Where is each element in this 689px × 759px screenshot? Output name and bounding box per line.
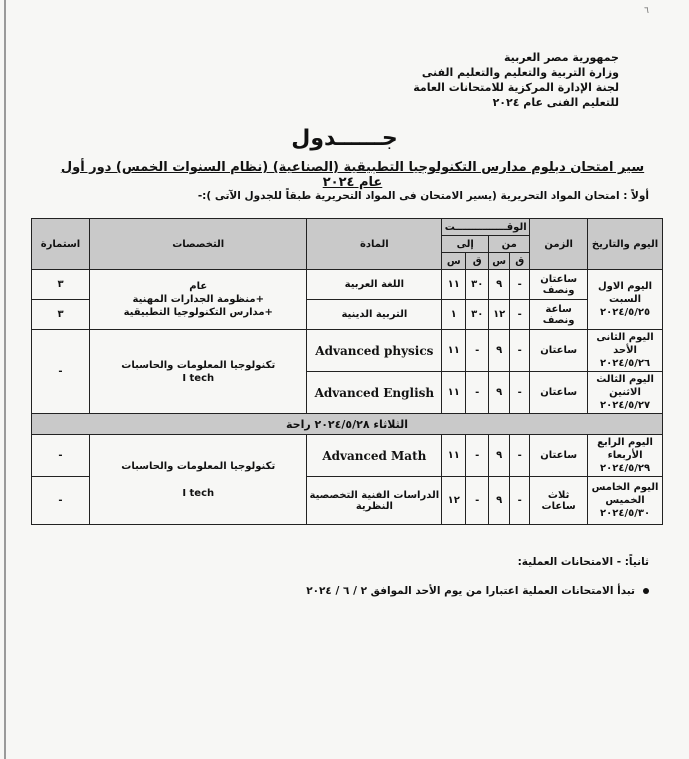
day-cell: اليوم الخامس الخميس ٢٠٢٤/٥/٣٠	[588, 477, 663, 525]
specializations-cell: تكنولوجيا المعلومات والحاسبات I tech	[90, 435, 307, 525]
header-day-date: اليوم والتاريخ	[588, 219, 663, 270]
header-form: استمارة	[32, 219, 90, 270]
from-s-cell: ٩	[489, 477, 510, 525]
bullet-icon	[643, 588, 649, 594]
to-s-cell: ١١	[442, 435, 466, 477]
from-q-cell: -	[510, 270, 530, 300]
section2-heading: ثانياً: - الامتحانات العملية:	[517, 556, 649, 568]
practical-exam-text: تبدأ الامتحانات العملية اعتبارا من يوم الأحد الموافق ٢ / ٦ / ٢٠٢٤	[306, 585, 635, 597]
form-cell: -	[32, 477, 90, 525]
to-s-cell: ١٢	[442, 477, 466, 525]
rest-day-text: الثلاثاء ٢٠٢٤/٥/٢٨ راحة	[32, 414, 663, 435]
header-from-q: ق	[510, 253, 530, 270]
to-s-cell: ١١	[442, 372, 466, 414]
from-q-cell: -	[510, 330, 530, 372]
header-to-s: س	[442, 253, 466, 270]
from-s-cell: ١٢	[489, 300, 510, 330]
to-s-cell: ١١	[442, 270, 466, 300]
header-duration: الزمن	[530, 219, 588, 270]
form-cell: -	[32, 330, 90, 414]
day-cell: اليوم الثانى الأحد ٢٠٢٤/٥/٢٦	[588, 330, 663, 372]
subject-cell: اللغة العربية	[307, 270, 442, 300]
document-title: جــــــدول	[291, 126, 398, 151]
header-time: الوقـــــــــــــــت	[442, 219, 530, 236]
rest-day-row	[32, 414, 663, 435]
form-cell: ٣	[32, 300, 90, 330]
to-q-cell: -	[466, 330, 489, 372]
table-row	[32, 435, 663, 477]
duration-cell: ثلاث ساعات	[530, 477, 588, 525]
to-q-cell: ٣٠	[466, 300, 489, 330]
header-line-3: لجنة الإدارة المركزية للامتحانات العامة	[413, 81, 619, 94]
practical-exam-note	[306, 585, 649, 597]
subject-cell: Advanced physics	[307, 330, 442, 372]
to-s-cell: ١	[442, 300, 466, 330]
to-q-cell: -	[466, 372, 489, 414]
from-q-cell: -	[510, 300, 530, 330]
exam-schedule-table	[31, 218, 663, 525]
duration-cell: ساعة ونصف	[530, 300, 588, 330]
from-q-cell: -	[510, 477, 530, 525]
header-specializations: التخصصات	[90, 219, 307, 270]
duration-cell: ساعتان	[530, 435, 588, 477]
from-q-cell: -	[510, 372, 530, 414]
ministry-header	[413, 50, 619, 110]
to-q-cell: -	[466, 435, 489, 477]
section1-heading: أولاً : امتحان المواد التحريرية (يسير الامتحان فى المواد التحريرية طبقاً للجدول الآتى ):-	[197, 190, 649, 202]
header-to: إلى	[442, 236, 489, 253]
duration-cell: ساعتان	[530, 330, 588, 372]
to-q-cell: -	[466, 477, 489, 525]
duration-cell: ساعتان	[530, 372, 588, 414]
table-row	[32, 330, 663, 372]
from-s-cell: ٩	[489, 435, 510, 477]
to-s-cell: ١١	[442, 330, 466, 372]
day-cell: اليوم الثالث الاثنين ٢٠٢٤/٥/٢٧	[588, 372, 663, 414]
header-to-q: ق	[466, 253, 489, 270]
day-cell: اليوم الرابع الأربعاء ٢٠٢٤/٥/٢٩	[588, 435, 663, 477]
specializations-cell: تكنولوجيا المعلومات والحاسبات I tech	[90, 330, 307, 414]
form-cell: ٣	[32, 270, 90, 300]
header-line-4: للتعليم الفنى عام ٢٠٢٤	[492, 96, 619, 109]
page-edge	[4, 0, 6, 759]
duration-cell: ساعتان ونصف	[530, 270, 588, 300]
specializations-cell: عام +منظومة الجدارات المهنية +مدارس التكنولوجيا التطبيقية	[90, 270, 307, 330]
table-row	[32, 270, 663, 300]
header-subject: المادة	[307, 219, 442, 270]
corner-mark: ٦	[644, 6, 649, 16]
document-subtitle: سير امتحان دبلوم مدارس التكنولوجيا التطبيقية (الصناعية) (نظام السنوات الخمس) دور أول عام ٢٠٢٤	[60, 160, 645, 190]
header-from-s: س	[489, 253, 510, 270]
header-line-1: جمهورية مصر العربية	[504, 51, 619, 64]
header-line-2: وزارة التربية والتعليم والتعليم الفنى	[421, 66, 619, 79]
subject-cell: الدراسات الفنية التخصصية النظرية	[307, 477, 442, 525]
subject-cell: Advanced Math	[307, 435, 442, 477]
day-cell: اليوم الاول السبت ٢٠٢٤/٥/٢٥	[588, 270, 663, 330]
from-q-cell: -	[510, 435, 530, 477]
subject-cell: التربية الدينية	[307, 300, 442, 330]
subject-cell: Advanced English	[307, 372, 442, 414]
to-q-cell: ٣٠	[466, 270, 489, 300]
from-s-cell: ٩	[489, 372, 510, 414]
header-from: من	[489, 236, 530, 253]
form-cell: -	[32, 435, 90, 477]
from-s-cell: ٩	[489, 270, 510, 300]
from-s-cell: ٩	[489, 330, 510, 372]
